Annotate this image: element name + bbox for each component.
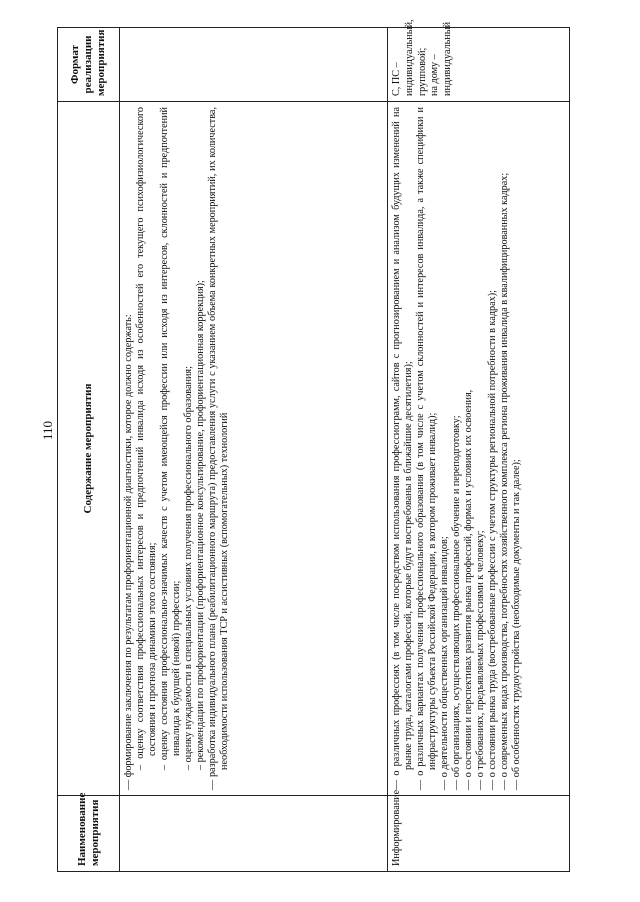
page-number: 110 xyxy=(40,420,55,440)
activities-table xyxy=(57,19,570,872)
content-item: — разработка индивидуального плана (реабилитационного маршрута) предоставления услуги с указанием объема конкретных мероприятий, их количества, необходимости использования ТСР и ассистивных (вспомогательных) технологий xyxy=(207,107,231,790)
row-format-cell xyxy=(120,28,388,102)
format-line: на дому – xyxy=(429,54,441,96)
row-content-cell xyxy=(120,102,388,796)
content-item: – рекомендации по профориентации (профориентационное консультирование, профориентационная коррекция); xyxy=(195,280,207,770)
content-item: — о различных вариантах получения профессионального образования (в том числе с учетом склонностей и интересов инвалида, а также специфики и инфраструктуры субъекта Российской Федерации, в котором проживает инвалид); xyxy=(415,107,439,790)
content-item: — о состоянии рынка труда (востребованные профессии с учетом структуры региональной потребности в кадрах); xyxy=(487,290,499,790)
content-item: – оценку нуждаемости в специальных условиях получения профессионального образования; xyxy=(183,366,195,770)
content-item: — об организациях, осуществляющих профессиональное обучение и переподготовку; xyxy=(451,415,463,790)
row-name-cell: Информирование xyxy=(388,796,570,872)
table-header-row xyxy=(58,28,120,872)
content-item: — о современных видах производства, потребностях хозяйственного комплекса региона проживания инвалида в квалифицированных кадрах; xyxy=(499,172,511,790)
content-item: — о требованиях, предъявляемых профессиями к человеку; xyxy=(475,530,487,790)
format-line: С, ПС – xyxy=(391,62,402,96)
format-line: групповой; xyxy=(416,47,428,96)
content-item: — формирование заключения по результатам профориентационной диагностики, которое должно содержать: xyxy=(123,314,134,790)
row-format-cell xyxy=(388,19,570,102)
content-item: – оценку соответствия профессиональных интересов и предпочтений инвалида исходя из особенностей его текущего психофизиологического состояния и прогноза динамики этого состояния; xyxy=(135,107,159,770)
content-item: — о состоянии и перспективах развития рынка профессий, формах и условиях их освоения, xyxy=(463,389,475,790)
row-name-cell xyxy=(120,796,388,872)
content-item: — об особенностях трудоустройства (необходимые документы и так далее); xyxy=(511,459,523,790)
row-content-cell xyxy=(388,102,570,796)
table-row xyxy=(120,28,388,872)
content-item: — о деятельности общественных организаций инвалидов; xyxy=(439,536,451,790)
header-name: Наименование мероприятия xyxy=(58,796,120,872)
format-line: индивидуальный xyxy=(442,21,453,96)
table-row xyxy=(388,28,570,872)
content-item: – оценку состояния профессионально-значимых качеств с учетом имеющейся профессии или исходя из интересов, склонностей и предпочтений инвалида к будущей (новой) профессии; xyxy=(159,107,183,770)
rotated-table-wrapper xyxy=(57,19,570,872)
content-item: — о различных профессиях (в том числе посредством использования профессиограмм, сайтов с прогнозированием и анализом будущих изменений на рынке труда, каталогами профессий, которые будут востребованы в ближайшие десятилетия); xyxy=(391,107,415,790)
header-format: Формат реализации мероприятия xyxy=(58,28,120,102)
format-line: индивидуальный, xyxy=(403,19,415,96)
header-content: Содержание мероприятия xyxy=(58,102,120,796)
